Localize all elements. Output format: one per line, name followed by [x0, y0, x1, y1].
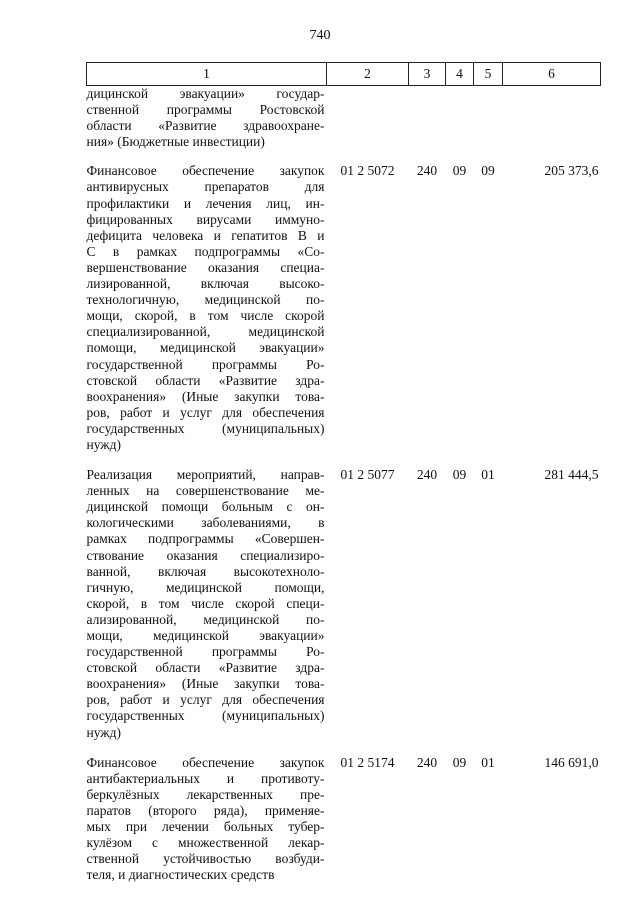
- row-col3: 240: [416, 754, 438, 770]
- description-line: теля, и диагностических средств: [86, 867, 275, 883]
- row-col4: 09: [452, 754, 467, 770]
- row-description: [87, 86, 327, 164]
- column-header-1: 1: [87, 63, 327, 86]
- row-amount: 205 373,6: [544, 163, 599, 179]
- description-line: ров, работ и услуг для обеспечения: [86, 404, 325, 420]
- description-line: ализированной, медицинской по-: [86, 611, 325, 627]
- row-col4: 09: [452, 467, 467, 483]
- column-header-6: 6: [503, 63, 601, 86]
- description-line: беркулёзных лекарственных пре-: [86, 786, 325, 802]
- row-code: 01 2 5174: [340, 754, 395, 770]
- description-line: Финансовое обеспечение закупок: [86, 754, 325, 770]
- description-line: антивирусных препаратов для: [86, 179, 325, 195]
- table-row: [87, 163, 601, 467]
- row-amount: 146 691,0: [544, 754, 599, 770]
- description-line: воохранения» (Иные закупки това-: [86, 676, 325, 692]
- table-header-row: [87, 63, 601, 86]
- description-line: ров, работ и услуг для обеспечения: [86, 692, 325, 708]
- description-line: мощи, скорой, в том числе скорой: [86, 308, 325, 324]
- description-line: лизированной, включая высоко-: [86, 276, 325, 292]
- description-line: гичную, медицинской помощи,: [86, 579, 325, 595]
- table-row: [87, 467, 601, 755]
- row-code: [327, 86, 409, 164]
- description-line: специализированной, медицинской: [86, 324, 325, 340]
- description-line: стовской области «Развитие здра-: [86, 372, 325, 388]
- description-line: государственной программы Ро-: [86, 644, 325, 660]
- description-line: вершенствование оказания специа-: [86, 259, 325, 275]
- description-line: Финансовое обеспечение закупок: [86, 163, 325, 179]
- description-line: мых при лечении больных тубер-: [86, 819, 325, 835]
- column-header-4: 4: [446, 63, 474, 86]
- description-line: ния» (Бюджетные инвестиции): [86, 134, 265, 150]
- description-line: Реализация мероприятий, направ-: [86, 467, 325, 483]
- description-line: помощи, медицинской эвакуации»: [86, 340, 325, 356]
- page-number: 740: [309, 28, 331, 43]
- description-line: кулёзом с множественной лекар-: [86, 835, 325, 851]
- column-header-2: 2: [327, 63, 409, 86]
- description-line: ванной, включая высокотехноло-: [86, 563, 325, 579]
- description-line: С в рамках подпрограммы «Со-: [86, 243, 325, 259]
- description-line: дефицита человека и гепатитов В и: [86, 227, 325, 243]
- column-header-3: 3: [409, 63, 446, 86]
- description-line: нужд): [86, 724, 121, 740]
- description-line: дицинской помощи больным с он-: [86, 499, 325, 515]
- row-col3: [409, 86, 446, 164]
- description-line: дицинской эвакуации» государ-: [86, 86, 325, 101]
- description-line: области «Развитие здравоохране-: [86, 118, 325, 134]
- row-col4: [446, 86, 474, 164]
- description-line: государственных (муниципальных): [86, 420, 325, 436]
- row-col3: 240: [416, 163, 438, 179]
- description-line: воохранения» (Иные закупки това-: [86, 388, 325, 404]
- budget-table: [86, 62, 601, 883]
- description-line: ственной устойчивостью возбуди-: [86, 851, 325, 867]
- column-header-5: 5: [474, 63, 503, 86]
- row-col5: 09: [481, 163, 495, 179]
- table-row: [87, 86, 601, 164]
- description-line: технологичную, медицинской по-: [86, 292, 325, 308]
- row-col5: [474, 86, 503, 164]
- row-description: [87, 467, 327, 755]
- description-line: государственной программы Ро-: [86, 356, 325, 372]
- description-line: паратов (второго ряда), применяе-: [86, 802, 325, 818]
- description-line: антибактериальных и противоту-: [86, 770, 325, 786]
- description-line: кологическими заболеваниями, в: [86, 515, 325, 531]
- description-line: рамках подпрограммы «Совершен-: [86, 531, 325, 547]
- row-col5: 01: [481, 754, 495, 770]
- row-amount: [503, 86, 601, 164]
- row-amount: 281 444,5: [544, 467, 599, 483]
- description-line: ственной программы Ростовской: [86, 102, 325, 118]
- row-description: [87, 755, 327, 884]
- description-line: стовской области «Развитие здра-: [86, 660, 325, 676]
- row-description: [87, 163, 327, 467]
- row-code: 01 2 5077: [340, 467, 395, 483]
- description-line: ствование оказания специализиро-: [86, 547, 325, 563]
- row-col4: 09: [452, 163, 467, 179]
- description-line: нужд): [86, 436, 121, 452]
- row-col3: 240: [416, 467, 438, 483]
- row-code: 01 2 5072: [340, 163, 395, 179]
- description-line: государственных (муниципальных): [86, 708, 325, 724]
- description-line: скорой, в том числе скорой специ-: [86, 595, 325, 611]
- description-line: фицированных вирусами иммуно-: [86, 211, 325, 227]
- table-row: [87, 755, 601, 884]
- row-col5: 01: [481, 467, 495, 483]
- table-body: [87, 86, 601, 884]
- description-line: профилактики и лечения лиц, ин-: [86, 195, 325, 211]
- description-line: мощи, медицинской эвакуации»: [86, 628, 325, 643]
- description-line: ленных на совершенствование ме-: [86, 483, 325, 499]
